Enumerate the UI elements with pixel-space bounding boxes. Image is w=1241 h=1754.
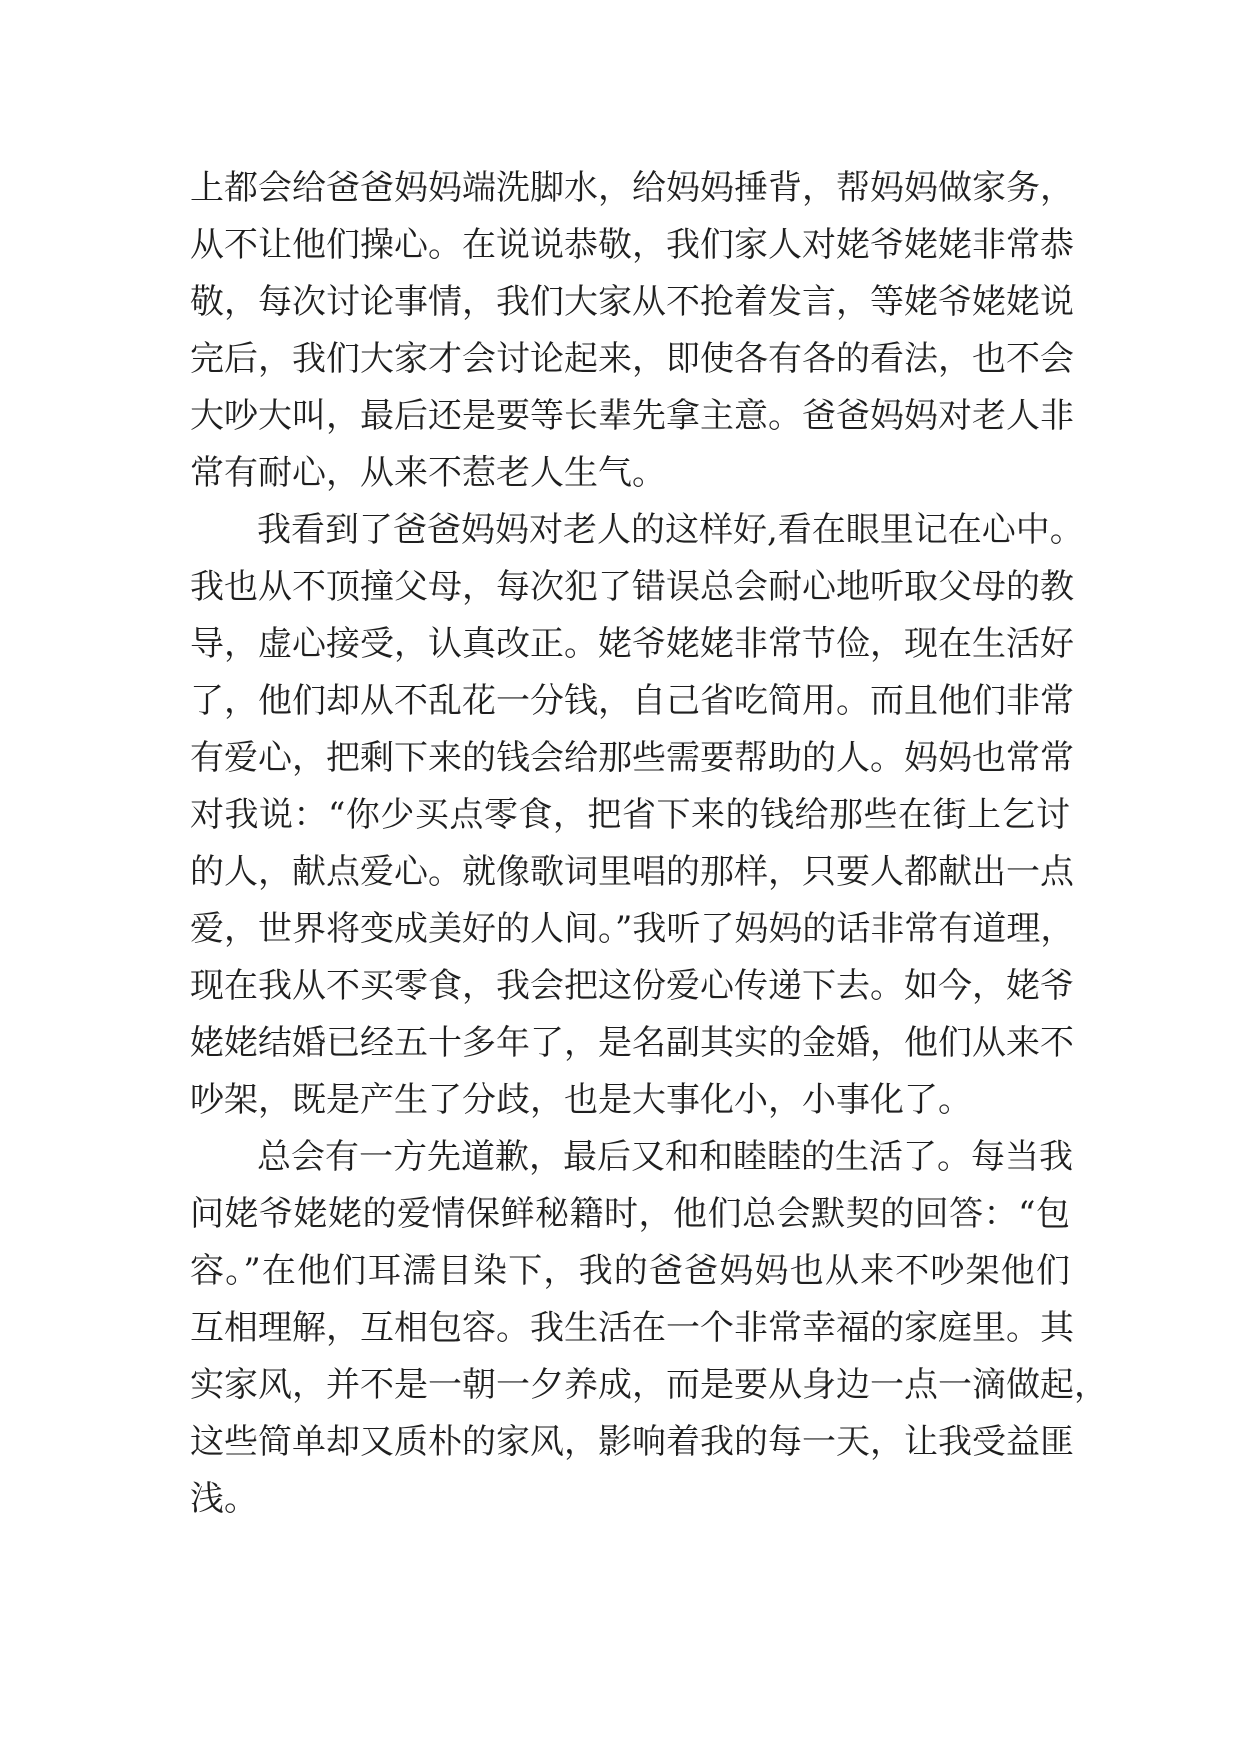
text-line: 姥姥结婚已经五十多年了，是名副其实的金婚，他们从来不 xyxy=(190,1023,1074,1063)
paragraph xyxy=(190,1129,1108,1528)
text-line: 的人，献点爱心。就像歌词里唱的那样，只要人都献出一点 xyxy=(190,852,1074,892)
text-line: 我也从不顶撞父母，每次犯了错误总会耐心地听取父母的教 xyxy=(190,567,1074,607)
paragraph xyxy=(190,502,1084,1129)
body-text xyxy=(190,160,1108,1528)
text-line: 问姥爷姥姥的爱情保鲜秘籍时，他们总会默契的回答：“包 xyxy=(190,1194,1070,1234)
text-line: 互相理解，互相包容。我生活在一个非常幸福的家庭里。其 xyxy=(190,1308,1074,1348)
text-line: 这些简单却又质朴的家风，影响着我的每一天，让我受益匪 xyxy=(190,1422,1074,1462)
text-line: 现在我从不买零食，我会把这份爱心传递下去。如今，姥爷 xyxy=(190,966,1074,1006)
text-line: 导，虚心接受，认真改正。姥爷姥姥非常节俭，现在生活好 xyxy=(190,624,1074,664)
text-line: 容。”在他们耳濡目染下，我的爸爸妈妈也从来不吵架他们 xyxy=(190,1251,1070,1291)
text-line: 实家风，并不是一朝一夕养成，而是要从身边一点一滴做起， xyxy=(190,1365,1108,1405)
text-line: 有爱心，把剩下来的钱会给那些需要帮助的人。妈妈也常常 xyxy=(190,738,1074,778)
text-line: 我看到了爸爸妈妈对老人的这样好,看在眼里记在心中。 xyxy=(257,510,1084,550)
text-line: 浅。 xyxy=(190,1479,258,1519)
text-line: 总会有一方先道歉，最后又和和睦睦的生活了。每当我 xyxy=(257,1137,1073,1177)
text-line: 了，他们却从不乱花一分钱，自己省吃简用。而且他们非常 xyxy=(190,681,1074,721)
text-line: 完后，我们大家才会讨论起来，即使各有各的看法，也不会 xyxy=(190,339,1074,379)
text-line: 敬，每次讨论事情，我们大家从不抢着发言，等姥爷姥姥说 xyxy=(190,282,1074,322)
text-line: 对我说：“你少买点零食，把省下来的钱给那些在街上乞讨 xyxy=(190,795,1070,835)
paragraph xyxy=(190,160,1074,502)
text-line: 爱，世界将变成美好的人间。”我听了妈妈的话非常有道理， xyxy=(190,909,1075,949)
text-line: 常有耐心，从来不惹老人生气。 xyxy=(190,453,666,493)
text-line: 上都会给爸爸妈妈端洗脚水，给妈妈捶背，帮妈妈做家务， xyxy=(190,168,1074,208)
text-line: 吵架，既是产生了分歧，也是大事化小，小事化了。 xyxy=(190,1080,972,1120)
text-line: 从不让他们操心。在说说恭敬，我们家人对姥爷姥姥非常恭 xyxy=(190,225,1074,265)
text-line: 大吵大叫，最后还是要等长辈先拿主意。爸爸妈妈对老人非 xyxy=(190,396,1074,436)
